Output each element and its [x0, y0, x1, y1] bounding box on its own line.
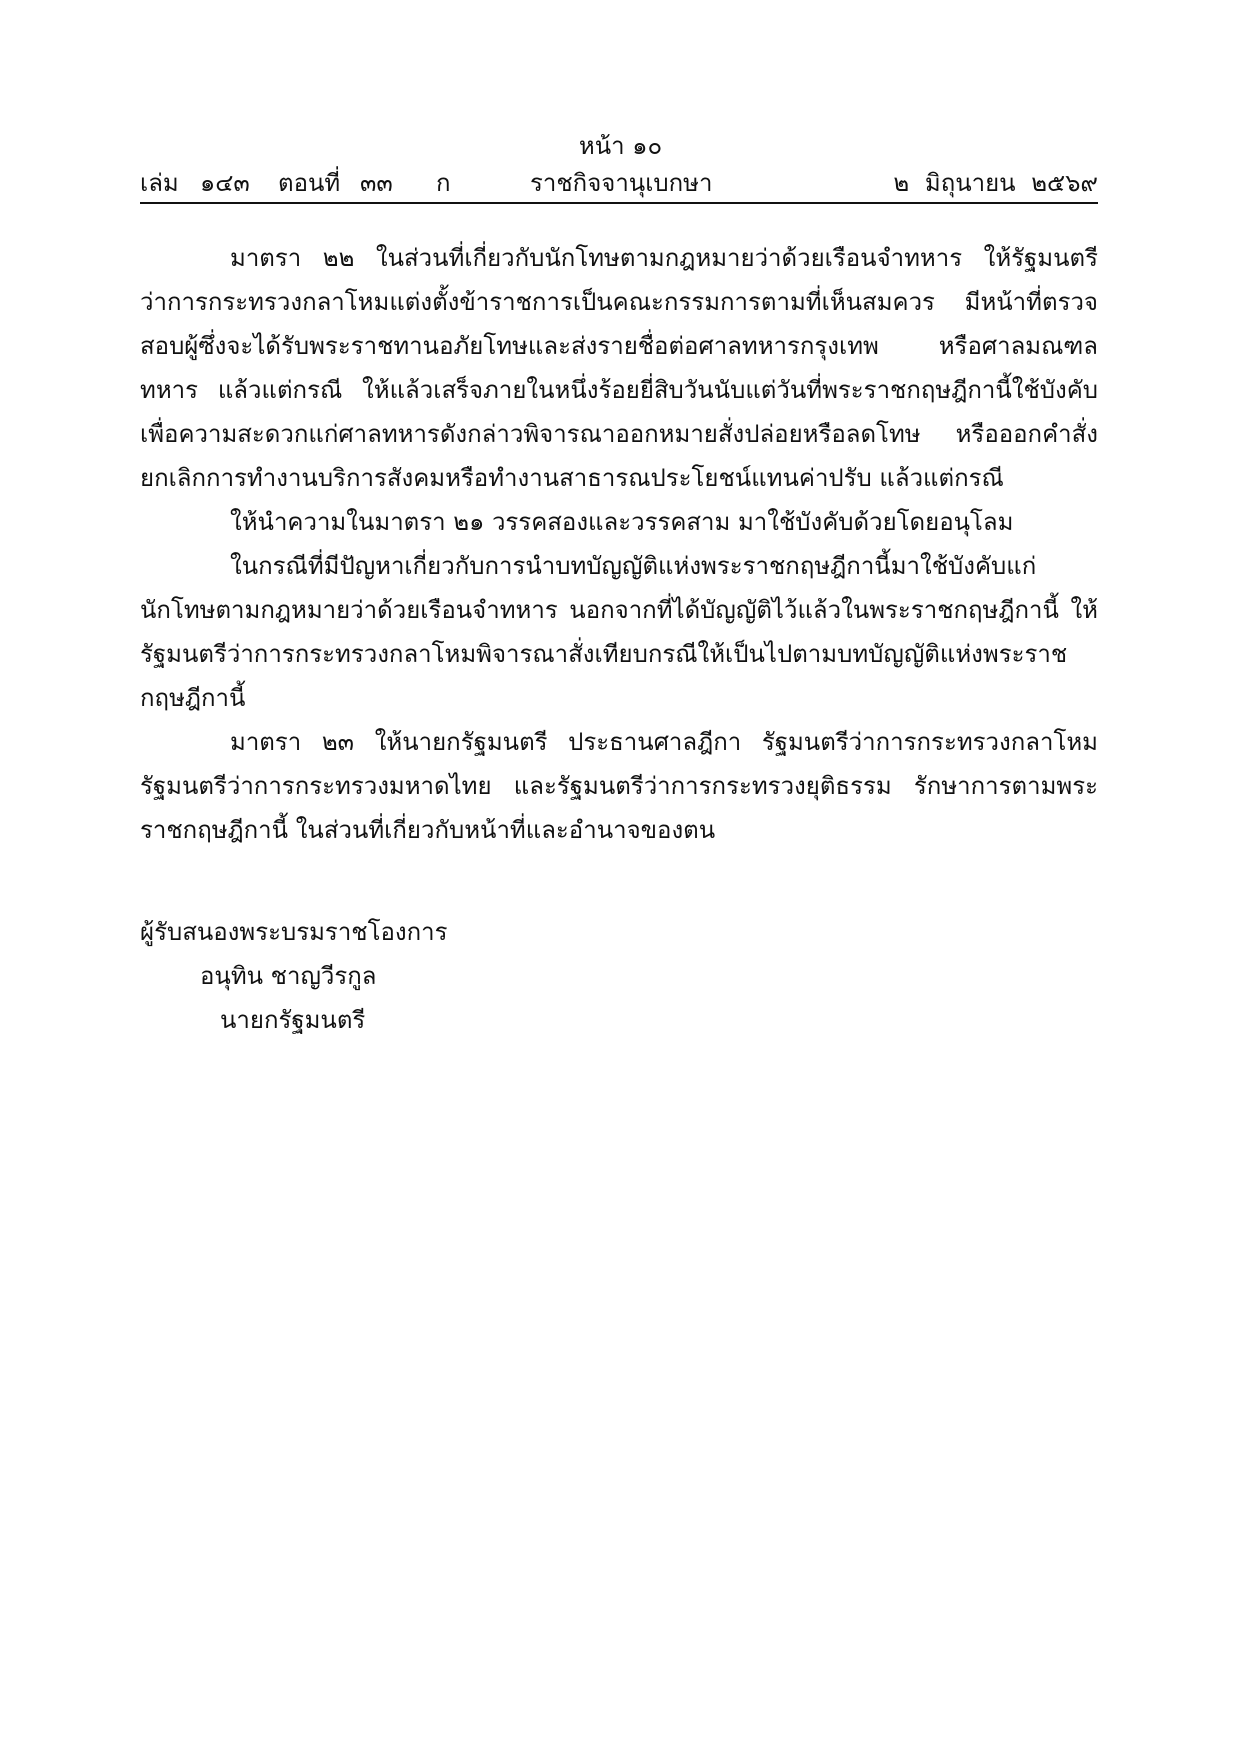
gazette-header: [140, 166, 1098, 204]
signature-block: [140, 910, 448, 1042]
section-letter: ก: [436, 169, 451, 197]
page-number: หน้า ๑๐: [578, 132, 663, 160]
paragraph-section-22: มาตรา ๒๒ ในส่วนที่เกี่ยวกับนักโทษตามกฎหมายว่าด้วยเรือนจำทหาร ให้รัฐมนตรีว่าการกระทรวงกลาโหมแต่งตั้งข้าราชการเป็นคณะกรรมการตามที่เห็นสมควร มีหน้าที่ตรวจสอบผู้ซึ่งจะได้รับพระราชทานอภัยโทษและส่งรายชื่อต่อศาลทหารกรุงเทพ หรือศาลมณฑลทหาร แล้วแต่กรณี ให้แล้วเสร็จภายในหนึ่งร้อยยี่สิบวันนับแต่วันที่พระราชกฤษฎีกานี้ใช้บังคับ เพื่อความสะดวกแก่ศาลทหารดังกล่าวพิจารณาออกหมายสั่งปล่อยหรือลดโทษ หรือออกคำสั่งยกเลิกการทำงานบริการสังคมหรือทำงานสาธารณประโยชน์แทนค่าปรับ แล้วแต่กรณี: [140, 244, 1098, 492]
volume-number: ๑๔๓: [200, 169, 250, 197]
body-text: [140, 236, 1098, 852]
countersign-line: ผู้รับสนองพระบรมราชโองการ: [140, 918, 448, 946]
signatory-title: นายกรัฐมนตรี: [220, 1006, 366, 1034]
signatory-name: อนุทิน ชาญวีรกูล: [200, 962, 377, 990]
publication-date: ๒ มิถุนายน ๒๕๖๙: [893, 169, 1098, 197]
volume-label: เล่ม: [140, 169, 179, 197]
gazette-name: ราชกิจจานุเบกษา: [530, 169, 713, 197]
issue-number: ๓๓: [360, 169, 393, 197]
issue-label: ตอนที่: [278, 169, 341, 197]
paragraph-section-22-clause-3: ในกรณีที่มีปัญหาเกี่ยวกับการนำบทบัญญัติแห่งพระราชกฤษฎีกานี้มาใช้บังคับแก่นักโทษตามกฎหมายว่าด้วยเรือนจำทหาร นอกจากที่ได้บัญญัติไว้แล้วในพระราชกฤษฎีกานี้ ให้รัฐมนตรีว่าการกระทรวงกลาโหมพิจารณาสั่งเทียบกรณีให้เป็นไปตามบทบัญญัติแห่งพระราชกฤษฎีกานี้: [140, 552, 1098, 712]
paragraph-section-22-clause-2: ให้นำความในมาตรา ๒๑ วรรคสองและวรรคสาม มาใช้บังคับด้วยโดยอนุโลม: [230, 508, 1014, 536]
paragraph-section-23: มาตรา ๒๓ ให้นายกรัฐมนตรี ประธานศาลฎีกา รัฐมนตรีว่าการกระทรวงกลาโหม รัฐมนตรีว่าการกระทรวงมหาดไทย และรัฐมนตรีว่าการกระทรวงยุติธรรม รักษาการตามพระราชกฤษฎีกานี้ ในส่วนที่เกี่ยวกับหน้าที่และอำนาจของตน: [140, 728, 1098, 844]
